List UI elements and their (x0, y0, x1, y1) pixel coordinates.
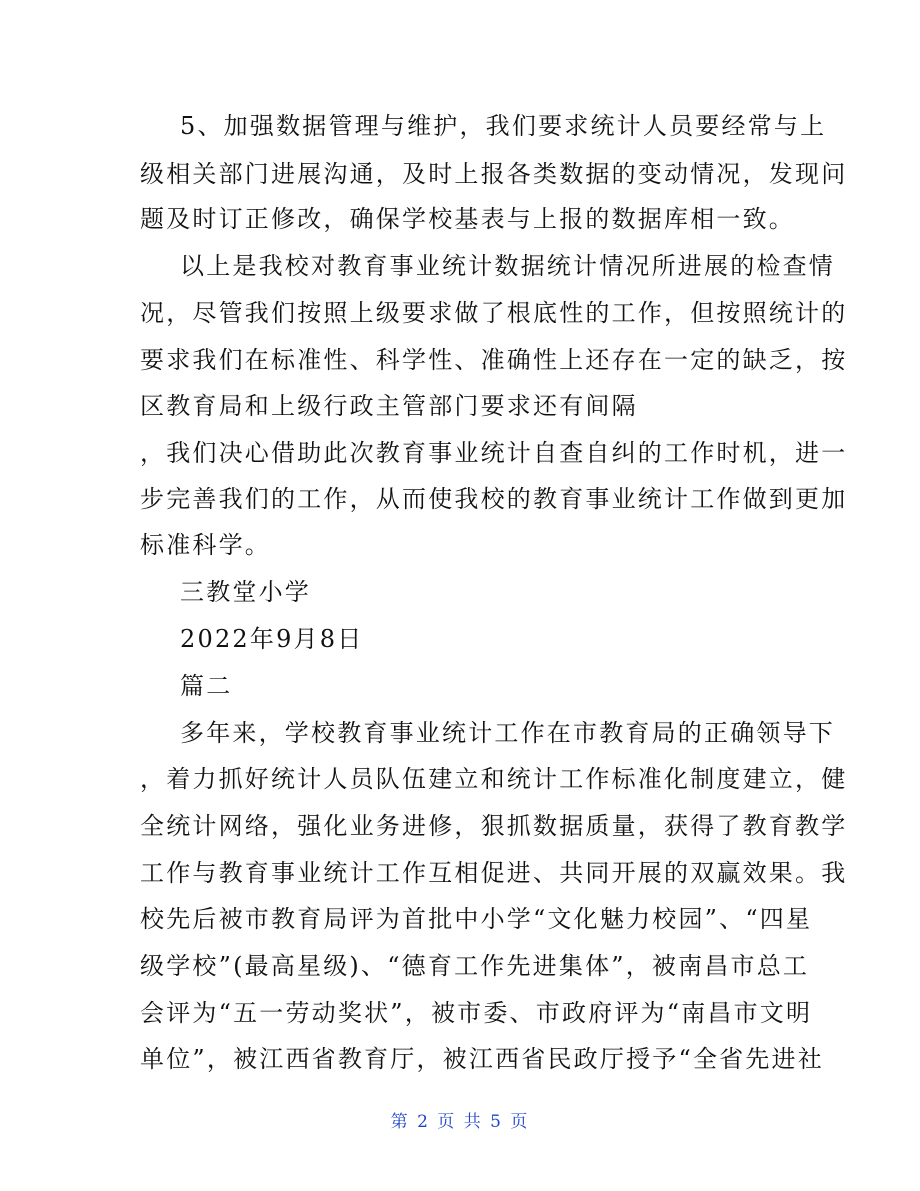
text-line: 题及时订正修改，确保学校基表与上报的数据库相一致。 (140, 205, 795, 233)
text-line: 况，尽管我们按照上级要求做了根底性的工作，但按照统计的 (140, 299, 848, 327)
document-date: 2022年9月8日 (180, 625, 364, 653)
text-line: 会评为“五一劳动奖状”，被市委、市政府评为“南昌市文明 (140, 999, 813, 1027)
school-name: 三教堂小学 (180, 578, 311, 606)
text-line: 全统计网络，强化业务进修，狠抓数据质量，获得了教育教学 (140, 812, 848, 840)
text-line: 5、加强数据管理与维护，我们要求统计人员要经常与上 (180, 112, 827, 140)
text-line: 级学校”(最高星级)、“德育工作先进集体”，被南昌市总工 (140, 952, 810, 980)
text-line: 单位”，被江西省教育厅，被江西省民政厅授予“全省先进社 (140, 1045, 824, 1073)
text-line: ，着力抓好统计人员队伍建立和统计工作标准化制度建立，健 (140, 765, 848, 793)
text-line: 标准科学。 (140, 531, 271, 559)
text-line: 要求我们在标准性、科学性、准确性上还存在一定的缺乏，按 (140, 346, 848, 374)
section-heading: 篇二 (180, 672, 233, 700)
text-line: 以上是我校对教育事业统计数据统计情况所进展的检查情 (180, 252, 835, 280)
text-line: 级相关部门进展沟通，及时上报各类数据的变动情况，发现问 (140, 160, 848, 188)
text-line: 校先后被市教育局评为首批中小学“文化魅力校园”、“四星 (140, 905, 813, 933)
text-line: 多年来，学校教育事业统计工作在市教育局的正确领导下 (180, 719, 835, 747)
text-line: 步完善我们的工作，从而使我校的教育事业统计工作做到更加 (140, 485, 848, 513)
text-line: 区教育局和上级行政主管部门要求还有间隔 (140, 392, 638, 420)
text-line: ，我们决心借助此次教育事业统计自查自纠的工作时机，进一 (140, 439, 848, 467)
text-line: 工作与教育事业统计工作互相促进、共同开展的双赢效果。我 (140, 859, 848, 887)
page-number: 第 2 页 共 5 页 (390, 1112, 530, 1132)
